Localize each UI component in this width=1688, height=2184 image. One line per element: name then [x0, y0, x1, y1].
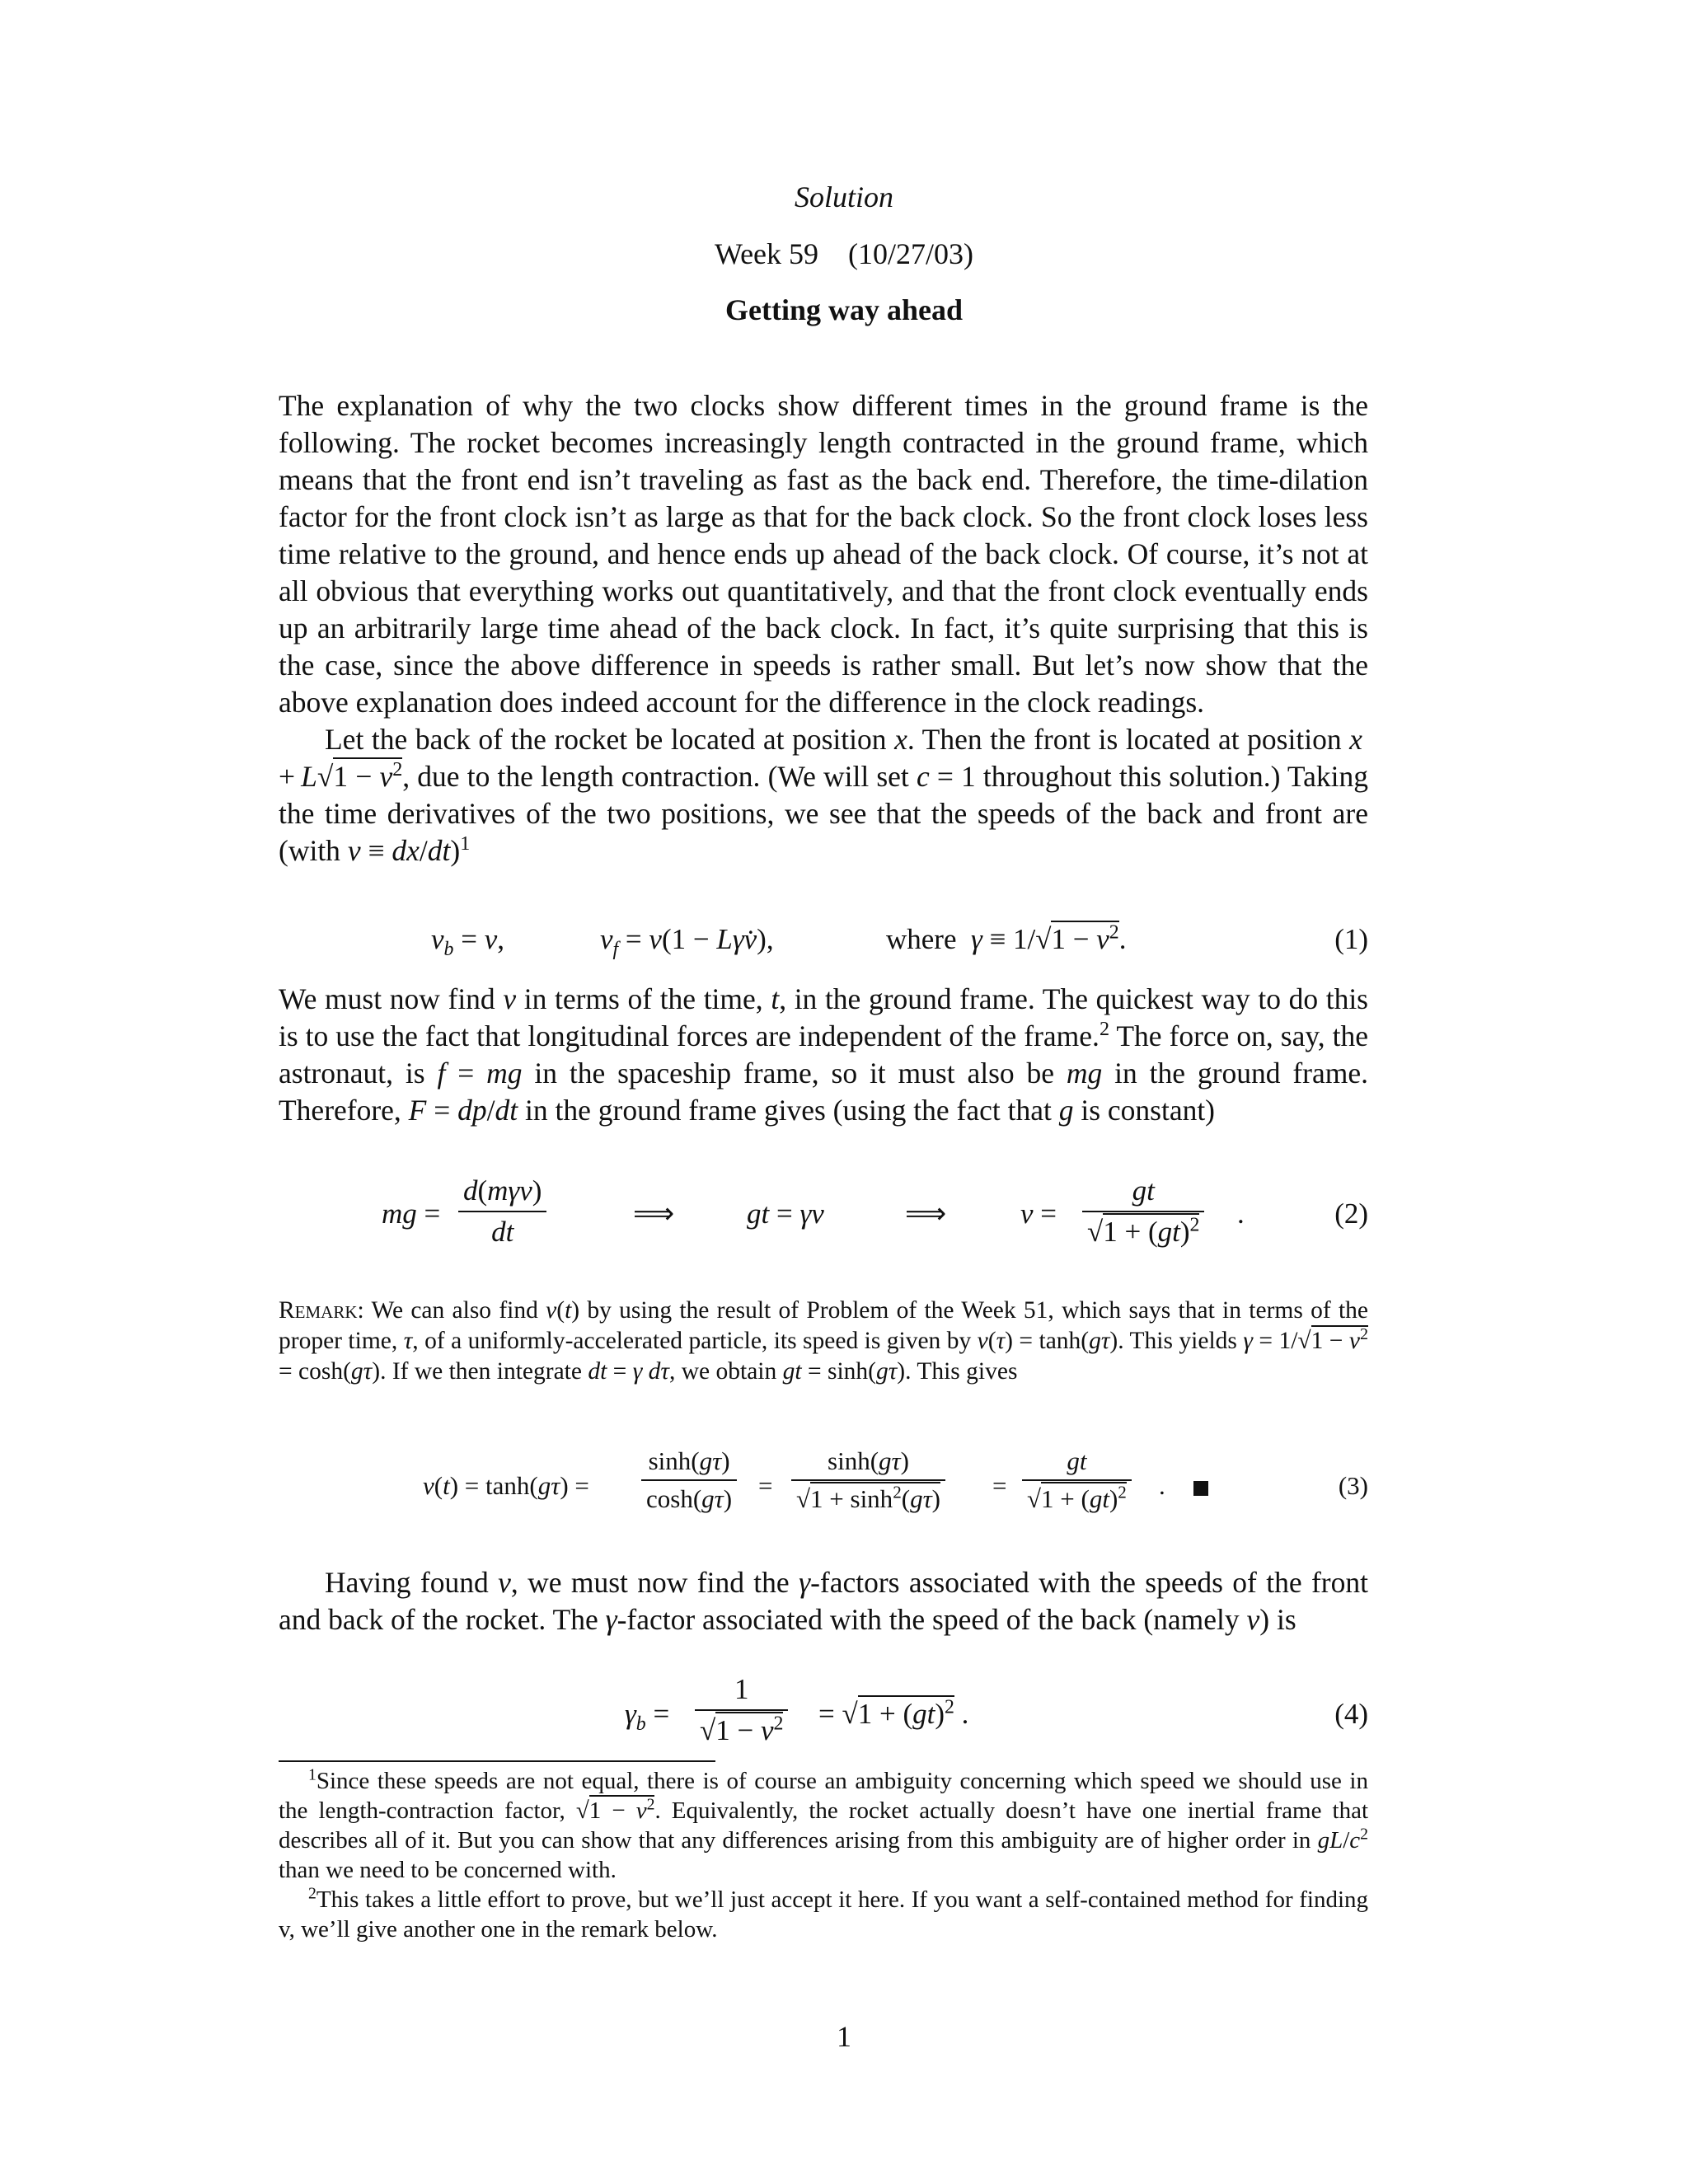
- week-date: (10/27/03): [848, 237, 974, 270]
- equation-3: v(t) = tanh(gτ) = $\frac{\sinh(g\tau)}{\cosh(g\tau)}$ = $\frac{\sinh(g\tau)}{√1 + \sinh^2(g\tau)}$ = $\frac{gt}{√1 + (gt)^2}$ . (3): [423, 1446, 1368, 1513]
- remark-block: Remark: We can also find v(t) by using the result of Problem of the Week 51, which says that in terms of the proper time, τ, of a uniformly-accelerated particle, its speed is given by v(τ) = tanh(gτ). This yields $\gamma = 1/√1 - v^2 = \cosh(g\tau)$. If we then integrate dt = γ dτ, we obtain gt = sinh(gτ). This gives: [279, 1297, 1368, 1385]
- qed-square-icon: [1193, 1481, 1208, 1496]
- paragraph-2: Let the back of the rocket be located at position x. Then the front is located at position $x + L√1 - v^2$, due to the length contraction. (We will set c = 1 throughout this solution.) Taking the time derivatives of the two positions, we see that the speeds of the back and front are (with v ≡ dx/dt)$^1$: [279, 723, 1369, 867]
- week-line: [0, 237, 1688, 271]
- equation-2-number: (2): [1334, 1197, 1368, 1230]
- page-title: Getting way ahead: [725, 293, 963, 326]
- equation-1-number: (1): [1334, 923, 1368, 955]
- paragraph-1: The explanation of why the two clocks show different times in the ground frame is the following. The rocket becomes increasingly length contracted in the ground frame, which means that the front end isn’t traveling as fast as the back end. Therefore, the time-dilation factor for the front clock isn’t as large as that for the back clock. So the front clock loses less time relative to the ground, and hence ends up ahead of the back clock. Of course, it’s not at all obvious that everything works out quantitatively, and that the front clock eventually ends up an arbitrarily large time ahead of the back clock. In fact, it’s quite surprising that this is the case, since the above difference in speeds is rather small. But let’s now show that the above explanation does indeed account for the difference in the clock readings.: [279, 389, 1368, 719]
- remark-label: Remark:: [279, 1297, 364, 1324]
- equation-1: $v_b = v$, $v_f = v(1$ − Lγv̇), where $\gamma \equiv 1/√1 - v^2$. (1): [431, 921, 1368, 960]
- solution-label: Solution: [794, 180, 893, 213]
- equation-2: mg = d(mγv) dt ⟹ gt = γv ⟹ v = $\frac{gt}{√1 + (gt)^2}$ . (2): [382, 1174, 1368, 1248]
- equation-4: $\gamma_b$ = $\frac{1}{√1 - v^2}$ = √1 + (gt)$^2$ . (4): [625, 1673, 1368, 1746]
- page-number: 1: [837, 2020, 851, 2053]
- footnote-divider: [279, 1760, 715, 1762]
- equation-4-number: (4): [1334, 1698, 1368, 1730]
- footnotes: [279, 1766, 1368, 1944]
- footnote-1: $^1$Since these speeds are not equal, there is of course an ambiguity concerning which speed we should use in the length-contraction factor, $√1 - v^2$. Equivalently, the rocket actually doesn’t have one inertial frame that describes all of it. But you can show that any differences arising from this ambiguity are of higher order in $gL/c^2$ than we need to be concerned with.: [279, 1765, 1369, 1883]
- equation-3-number: (3): [1338, 1471, 1368, 1500]
- paragraph-3: We must now find v in terms of the time, t, in the ground frame. The quickest way to do this is to use the fact that longitudinal forces are independent of the frame.$^2$ The force on, say, the astronaut, is f = mg in the spaceship frame, so it must also be mg in the ground frame. Therefore, F = dp/dt in the ground frame gives (using the fact that g is constant): [279, 982, 1369, 1127]
- week-number: Week 59: [714, 237, 819, 270]
- paragraph-5: Having found v, we must now find the γ-factors associated with the speeds of the front and back of the rocket. The γ-factor associated with the speed of the back (namely v) is: [279, 1566, 1368, 1636]
- main-text-block: [279, 387, 1368, 869]
- footnote-2: $^2$This takes a little effort to prove, but we’ll just accept it here. If you want a self-contained method for finding v, we’ll give another one in the remark below.: [279, 1884, 1368, 1943]
